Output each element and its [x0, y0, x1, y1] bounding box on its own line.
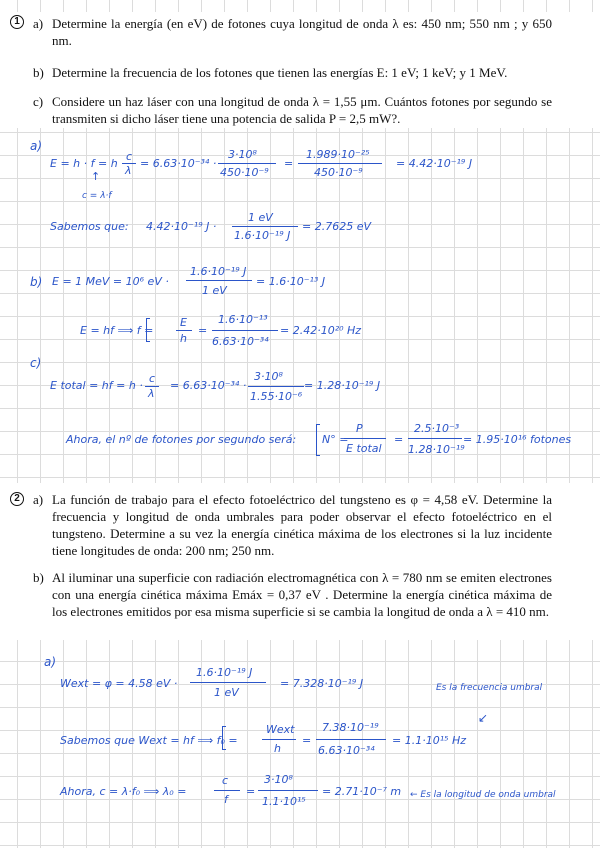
fraction-bar: [344, 438, 386, 439]
bracket: [316, 424, 320, 456]
frac-den: 1.1·10¹⁵: [262, 795, 306, 808]
note-result: = 2.71·10⁻⁷ m: [322, 785, 402, 798]
note-eq: E = 1 MeV = 10⁶ eV ·: [52, 275, 169, 288]
frac-num: P: [356, 422, 363, 435]
note-label-a: a): [44, 655, 57, 669]
frac-num: 3·10⁸: [228, 148, 257, 161]
fraction-bar: [190, 682, 266, 683]
note-eq: =: [284, 157, 294, 170]
fraction-bar: [212, 330, 278, 331]
frac-den: h: [274, 742, 281, 755]
frac-num: 2.5·10⁻³: [414, 422, 460, 435]
note-eq: =: [394, 433, 404, 446]
note-eq: Sabemos que Wext = hf ⟹ f₀ =: [60, 734, 238, 747]
fraction-bar: [186, 280, 252, 281]
note-result: = 4.42·10⁻¹⁹ J: [396, 157, 473, 170]
fraction-bar: [262, 739, 296, 740]
frac-num: 3·10⁸: [254, 370, 283, 383]
note-eq: 4.42·10⁻¹⁹ J ·: [146, 220, 217, 233]
fraction-bar: [298, 163, 382, 164]
fraction-bar: [248, 386, 304, 387]
frac-num: 1.6·10⁻¹³: [218, 313, 268, 326]
item-label: c): [33, 94, 44, 109]
frac-den: E total: [346, 442, 382, 455]
note-result: = 2.7625 eV: [302, 220, 371, 233]
frac-den: 450·10⁻⁹: [220, 166, 269, 179]
note-label-c: c): [30, 356, 42, 370]
item-text: Determine la frecuencia de los fotones que tienen las energías E: 1 eV; 1 keV; y 1 MeV.: [52, 65, 508, 80]
note-eq: =: [302, 734, 312, 747]
note-result: = 1.6·10⁻¹³ J: [256, 275, 326, 288]
frac-den: f: [224, 793, 228, 806]
frac-den: λ: [125, 164, 132, 177]
item-text: Considere un haz láser con una longitud de onda λ = 1,55 μm. Cuántos fotones por segundo se transmiten si dicho láser tiene una potencia de salida P = 2,5 mW?.: [52, 94, 552, 126]
frac-num: c: [149, 372, 156, 385]
frac-den: 1.28·10⁻¹⁹: [408, 443, 465, 456]
problem-number-2: 2: [10, 492, 24, 506]
fraction-bar: [218, 163, 276, 164]
problem-1-block: [0, 12, 600, 128]
note-eq: E = h · f = h: [50, 157, 118, 170]
note-eq: = 6.63·10⁻³⁴ ·: [140, 157, 217, 170]
note-side: c = λ·f: [82, 191, 112, 201]
bracket: [222, 726, 226, 750]
frac-num: 1 eV: [248, 211, 273, 224]
item-label: a): [33, 492, 44, 507]
frac-den: h: [180, 332, 187, 345]
note-result: = 1.95·10¹⁶ fotones: [463, 433, 572, 446]
frac-den: 1 eV: [202, 284, 227, 297]
item-text: La función de trabajo para el efecto fotoeléctrico del tungsteno es φ = 4,58 eV. Determine la frecuencia y longitud de onda umbrales para poder observar el efecto fotoeléctrico en el tungsteno. Determine a su vez la energía cinética máxima de los electrones si la luz incidente tiene longitudes de onda: 200 nm; 250 nm.: [52, 492, 552, 558]
frac-num: E: [180, 316, 187, 329]
note-result: = 1.28·10⁻¹⁹ J: [304, 379, 381, 392]
fraction-bar: [232, 226, 298, 227]
frac-num: 1.989·10⁻²⁵: [306, 148, 370, 161]
item-text: Al iluminar una superficie con radiación electromagnética con λ = 780 nm se emiten electrones con una energía cinética máxima Emáx = 0,37 eV . Determine la energía cinética máxima de los electrones emitidos por esa misma superficie si se cambia la longitud de onda a λ = 410 nm.: [52, 570, 552, 619]
fraction-bar: [214, 790, 240, 791]
frac-den: 1 eV: [214, 686, 239, 699]
frac-num: 7.38·10⁻¹⁹: [322, 721, 379, 734]
up-arrow-icon: ↑: [91, 170, 101, 183]
note-result: = 7.328·10⁻¹⁹ J: [280, 677, 364, 690]
fraction-bar: [408, 438, 462, 439]
item-label: a): [33, 16, 44, 31]
note-eq: =: [246, 785, 256, 798]
note-eq: N° =: [322, 433, 349, 446]
item-label: b): [33, 65, 44, 80]
note-eq: =: [198, 324, 208, 337]
note-eq: Ahora, c = λ·f₀ ⟹ λ₀ =: [60, 785, 187, 798]
frac-den: 6.63·10⁻³⁴: [212, 335, 269, 348]
note-label-a: a): [30, 139, 43, 153]
frac-den: 1.55·10⁻⁶: [250, 390, 303, 403]
frac-den: λ: [148, 387, 155, 400]
fraction-bar: [258, 790, 318, 791]
note-label-b: b): [30, 275, 43, 289]
side-note: ← Es la longitud de onda umbral: [410, 790, 556, 800]
note-result: = 1.1·10¹⁵ Hz: [392, 734, 467, 747]
note-eq: Sabemos que:: [50, 220, 129, 233]
problem-number-1: 1: [10, 15, 24, 29]
note-eq: E = hf ⟹ f =: [80, 324, 154, 337]
frac-num: c: [126, 150, 133, 163]
problem-2-block: [0, 483, 600, 640]
note-eq: Wext = φ = 4.58 eV ·: [60, 677, 178, 690]
frac-num: c: [222, 774, 229, 787]
frac-den: 450·10⁻⁹: [314, 166, 363, 179]
side-note: Es la frecuencia umbral: [436, 683, 543, 693]
frac-den: 6.63·10⁻³⁴: [318, 744, 375, 757]
frac-num: 1.6·10⁻¹⁹ J: [196, 666, 253, 679]
fraction-bar: [176, 330, 192, 331]
note-eq: E total = hf = h ·: [50, 379, 143, 392]
fraction-bar: [316, 739, 386, 740]
frac-den: 1.6·10⁻¹⁹ J: [234, 229, 291, 242]
frac-num: 1.6·10⁻¹⁹ J: [190, 265, 247, 278]
frac-num: 3·10⁸: [264, 773, 293, 786]
curved-arrow-icon: ↙: [478, 711, 489, 725]
item-text: Determine la energía (en eV) de fotones cuya longitud de onda λ es: 450 nm; 550 nm ; y 650 nm.: [52, 16, 552, 48]
note-result: = 2.42·10²⁰ Hz: [280, 324, 362, 337]
note-eq: Ahora, el nº de fotones por segundo será:: [66, 433, 297, 446]
note-eq: = 6.63·10⁻³⁴ ·: [170, 379, 247, 392]
bracket: [146, 318, 150, 342]
item-label: b): [33, 570, 44, 585]
frac-num: Wext: [266, 723, 295, 736]
